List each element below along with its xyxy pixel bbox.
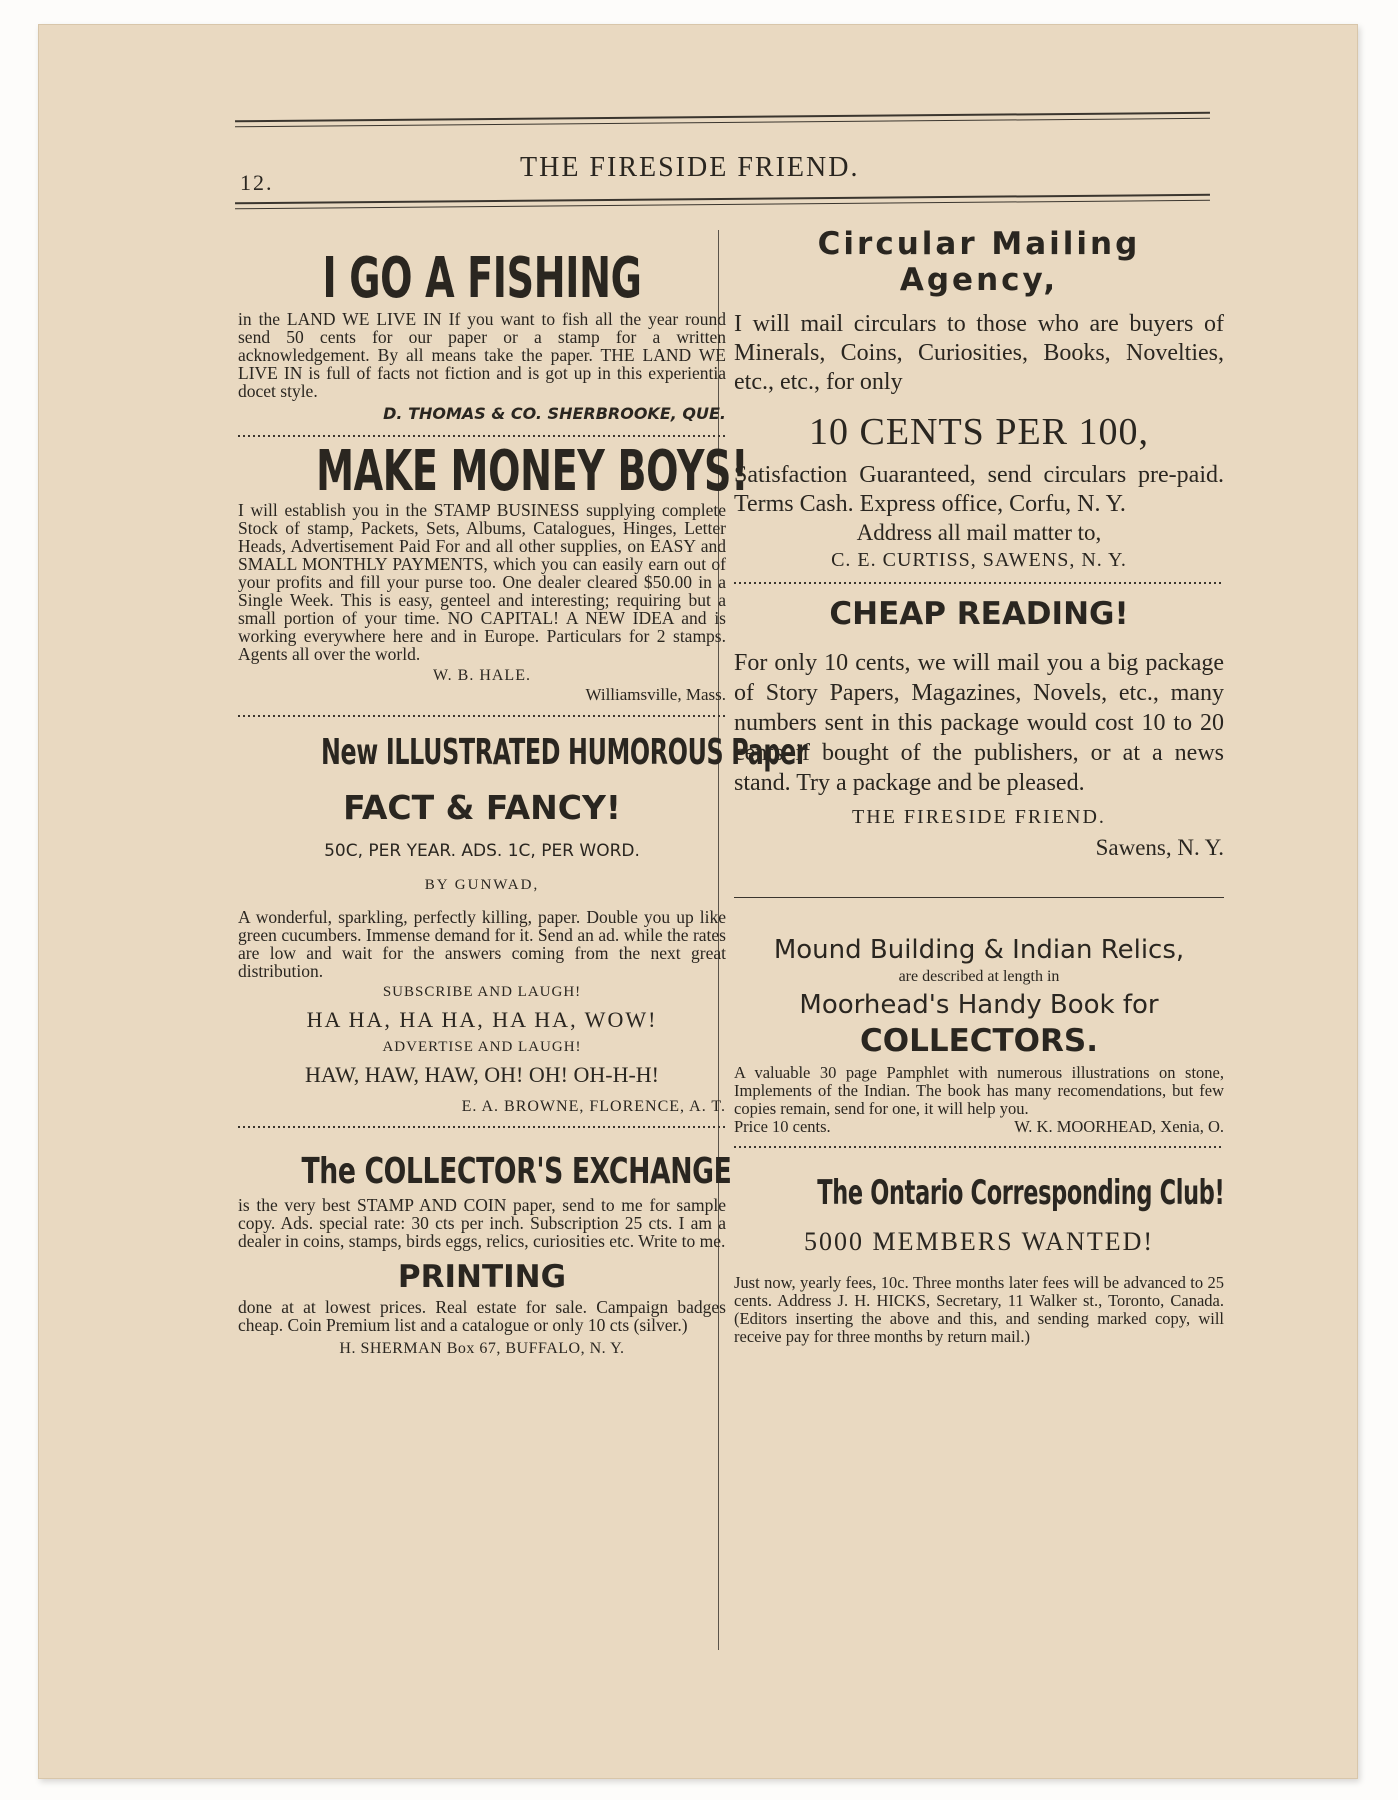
ad-circular-mailing xyxy=(734,226,1224,572)
mound-headline: COLLECTORS. xyxy=(859,1023,1098,1059)
right-column xyxy=(734,218,1224,1346)
circular-price: 10 CENTS PER 100, xyxy=(808,411,1150,453)
fishing-headline: I GO A FISHING xyxy=(322,246,642,311)
circular-signature: C. E. CURTISS, SAWENS, N. Y. xyxy=(831,549,1127,571)
ad-ontario-club xyxy=(734,1170,1224,1346)
printing-body: done at at lowest prices. Real estate for sale. Campaign badges cheap. Coin Premium list and a catalogue or only 10 cts (silver.) xyxy=(238,1297,726,1335)
money-sig-place: Williamsville, Mass. xyxy=(585,685,726,704)
exchange-headline: The COLLECTOR'S EXCHANGE xyxy=(301,1151,732,1192)
circular-body-2: Satisfaction Guaranteed, send circulars pre-paid. Terms Cash. Express office, Corfu, N. Y. xyxy=(734,462,1224,517)
ad-mound-building xyxy=(734,934,1224,1136)
circular-address: Address all mail matter to, xyxy=(856,520,1102,545)
fact-kicker: New ILLUSTRATED HUMOROUS Paper xyxy=(320,732,808,773)
ad-make-money xyxy=(238,439,749,705)
mound-body: A valuable 30 page Pamphlet with numerous illustrations on stone, Implements of the Indian. The book has many recomendations, but few copies remain, send for one, it will help you. xyxy=(734,1063,1224,1118)
divider xyxy=(238,435,726,437)
divider xyxy=(734,582,1224,584)
fact-laugh-1: HA HA, HA HA, HA HA, WOW! xyxy=(306,1007,658,1032)
ad-collectors-exchange xyxy=(238,1148,732,1358)
money-sig-name: W. B. HALE. xyxy=(433,667,531,684)
mound-price-row xyxy=(734,1118,1224,1136)
money-body: I will establish you in the STAMP BUSINESS supplying complete Stock of stamp, Packets, Sets, Albums, Catalogues, Hinges, Letter Heads, Advertisement Paid For and all other supplies, on EASY and SMALL MONTHLY PAYMENTS, which you can easily earn out of your profits and fill your purse too. One dealer cleared $50.00 in a Single Week. This is easy, genteel and interesting; requiring but a small portion of your time. NO CAPITAL! A NEW IDEA and is working everywhere here and in Europe. Particulars for 2 stamps. Agents all over the world. xyxy=(238,500,726,664)
printing-headline: PRINTING xyxy=(397,1259,567,1295)
reading-headline: CHEAP READING! xyxy=(829,596,1129,632)
ontario-body: Just now, yearly fees, 10c. Three months later fees will be advanced to 25 cents. Address J. H. HICKS, Secretary, 11 Walker st., Toronto, Canada. (Editors inserting the above and this, and sending marked copy, will receive pay for three months by return mail.) xyxy=(734,1273,1224,1346)
fact-advertise: ADVERTISE AND LAUGH! xyxy=(382,1039,582,1055)
ad-fishing xyxy=(238,248,726,423)
reading-sig-place: Sawens, N. Y. xyxy=(1095,835,1224,860)
exchange-signature: H. SHERMAN Box 67, BUFFALO, N. Y. xyxy=(339,1340,625,1357)
divider xyxy=(238,715,726,717)
exchange-body: is the very best STAMP AND COIN paper, send to me for sample copy. Ads. special rate: 30 cts per inch. Subscription 25 cts. I am a dealer in coins, stamps, birds eggs, relics, curiosities etc. Write to me. xyxy=(238,1195,726,1251)
divider xyxy=(734,1146,1224,1148)
divider-solid xyxy=(734,897,1224,898)
money-headline: MAKE MONEY BOYS! xyxy=(316,439,749,504)
circular-headline-1: Circular Mailing xyxy=(817,226,1141,262)
fact-rates: 50C, PER YEAR. ADS. 1C, PER WORD. xyxy=(324,841,640,861)
fact-signature: E. A. BROWNE, FLORENCE, A. T. xyxy=(461,1098,726,1115)
fact-subscribe: SUBSCRIBE AND LAUGH! xyxy=(382,984,582,1000)
ad-cheap-reading xyxy=(734,590,1224,861)
ad-fact-fancy xyxy=(238,729,808,1116)
mound-line-2: are described at length in xyxy=(898,968,1060,985)
ontario-members: 5000 MEMBERS WANTED! xyxy=(803,1227,1155,1256)
mound-line-3: Moorhead's Handy Book for xyxy=(799,990,1159,1020)
mound-signature: W. K. MOORHEAD, Xenia, O. xyxy=(1014,1117,1224,1136)
reading-body: For only 10 cents, we will mail you a big package of Story Papers, Magazines, Novels, etc., many numbers sent in this package would cost 10 to 20 cents if bought of the publishers, or at a news stand. Try a package and be pleased. xyxy=(734,650,1224,796)
mound-line-1: Mound Building & Indian Relics, xyxy=(773,935,1185,965)
fishing-signature: D. THOMAS & CO. SHERBROOKE, QUE. xyxy=(383,404,726,423)
fishing-body: in the LAND WE LIVE IN If you want to fish all the year round send 50 cents for our paper or a stamp for a written acknowledgement. By all means take the paper. THE LAND WE LIVE IN is full of facts not fiction and is got up in this experientia docet style. xyxy=(238,309,726,401)
page-number: 12. xyxy=(240,170,274,195)
fact-headline: FACT & FANCY! xyxy=(343,788,621,827)
mound-price: Price 10 cents. xyxy=(734,1117,831,1136)
reading-sig-name: THE FIRESIDE FRIEND. xyxy=(852,806,1106,828)
fact-body: A wonderful, sparkling, perfectly killing, paper. Double you up like green cucumbers. Immense demand for it. Send an ad. while the rates are low and wait for the answers coming from the next great distribution. xyxy=(238,907,726,981)
masthead-title: THE FIRESIDE FRIEND. xyxy=(520,152,860,183)
ontario-headline: The Ontario Corresponding Club! xyxy=(817,1173,1225,1213)
divider xyxy=(238,1126,726,1128)
fact-by: BY GUNWAD, xyxy=(424,877,540,893)
circular-headline-2: Agency, xyxy=(899,262,1059,298)
fact-laugh-2: HAW, HAW, HAW, OH! OH! OH-H-H! xyxy=(304,1062,659,1087)
circular-body: I will mail circulars to those who are buyers of Minerals, Coins, Curiosities, Books, Novelties, etc., etc., for only xyxy=(734,311,1224,395)
